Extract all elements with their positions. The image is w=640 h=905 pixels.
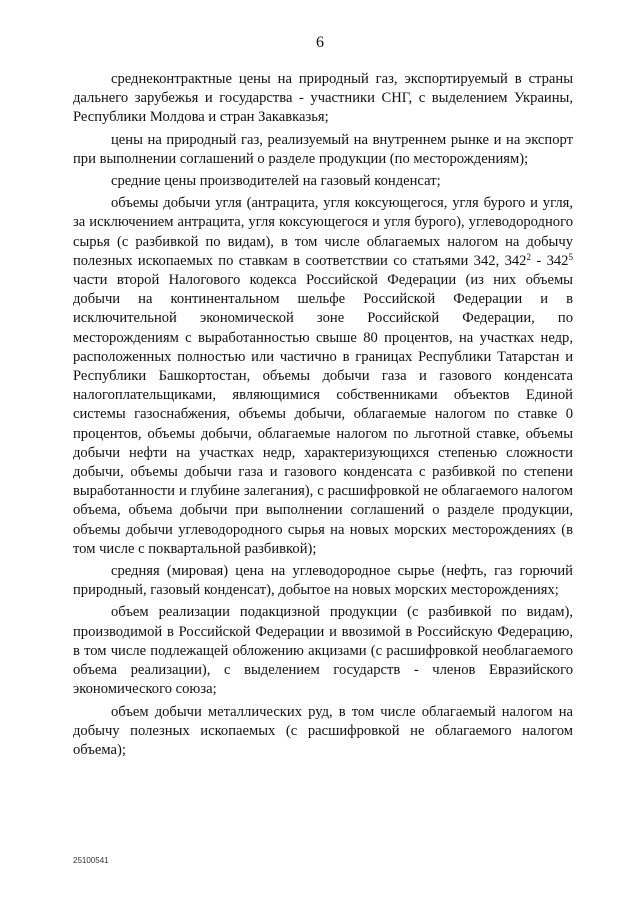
paragraph-export-gas-prices: среднеконтрактные цены на природный газ, экспортируемый в страны дальнего зарубежья и государства - участники СНГ, с выделением Украины, Республики Молдова и стран Закавказья; xyxy=(73,71,573,126)
text-fragment: - 342 xyxy=(530,252,569,269)
paragraph-domestic-gas-prices: цены на природный газ, реализуемый на внутреннем рынке и на экспорт при выполнении соглашений о разделе продукции (по месторождениям); xyxy=(73,131,573,167)
paragraph-condensate-prices: средние цены производителей на газовый конденсат; xyxy=(111,173,441,190)
page-number: 6 xyxy=(316,34,324,51)
paragraph-metal-ores: объем добычи металлических руд, в том числе облагаемый налогом на добычу полезных ископаемых (с расшифровкой не облагаемого налогом объема); xyxy=(73,703,573,758)
superscript: 2 xyxy=(526,251,531,262)
text-fragment: части второй Налогового кодекса Российской Федерации (из них объемы добычи на континентальном шельфе Российской Федерации и в исключительной экономической зоне Российской Федерации, по месторождениям с выработанностью свыше 80 процентов, на участках недр, расположенных полностью или частично в границах Республики Татарстан и Республики Башкортостан, объемы добычи газа и газового конденсата налогоплательщиками, являющимися собственниками объектов Единой системы газоснабжения, объемы добычи, облагаемые налогом по ставке 0 процентов, объемы добычи, облагаемые налогом по льготной ставке, объемы добычи нефти на участках недр, характеризующихся степенью сложности добычи, объемы добычи газа и газового конденсата с разбивкой по степени выработанности и глубине залегания), с расшифровкой не облагаемого налогом объема, объема добычи при выполнении соглашений о разделе продукции, объемы добычи углеводородного сырья на новых морских месторождениях (в том числе с поквартальной разбивкой); xyxy=(73,272,573,557)
document-code: 25100541 xyxy=(73,856,109,865)
superscript: 5 xyxy=(568,251,573,262)
document-body xyxy=(73,70,573,763)
text-fragment: объемы добычи угля (антрацита, угля коксующегося, угля бурого и угля, за исключением антрацита, угля коксующегося и угля бурого), углеводородного сырья (с разбивкой по видам), в том числе облагаемых налогом на добычу полезных ископаемых по ставкам в соответствии со статьями 342, 342 xyxy=(73,195,573,269)
paragraph-coal-hydrocarbon-volumes xyxy=(73,194,573,559)
paragraph-world-price: средняя (мировая) цена на углеводородное сырье (нефть, газ горючий природный, газовый конденсат), добытое на новых морских месторождениях; xyxy=(73,563,573,599)
paragraph-excise-products: объем реализации подакцизной продукции (с разбивкой по видам), производимой в Российской Федерации и ввозимой в Российскую Федерацию, в том числе подлежащей обложению акцизами (с расшифровкой необлагаемого объема реализации), с выделением государств - членов Евразийского экономического союза; xyxy=(73,604,573,698)
